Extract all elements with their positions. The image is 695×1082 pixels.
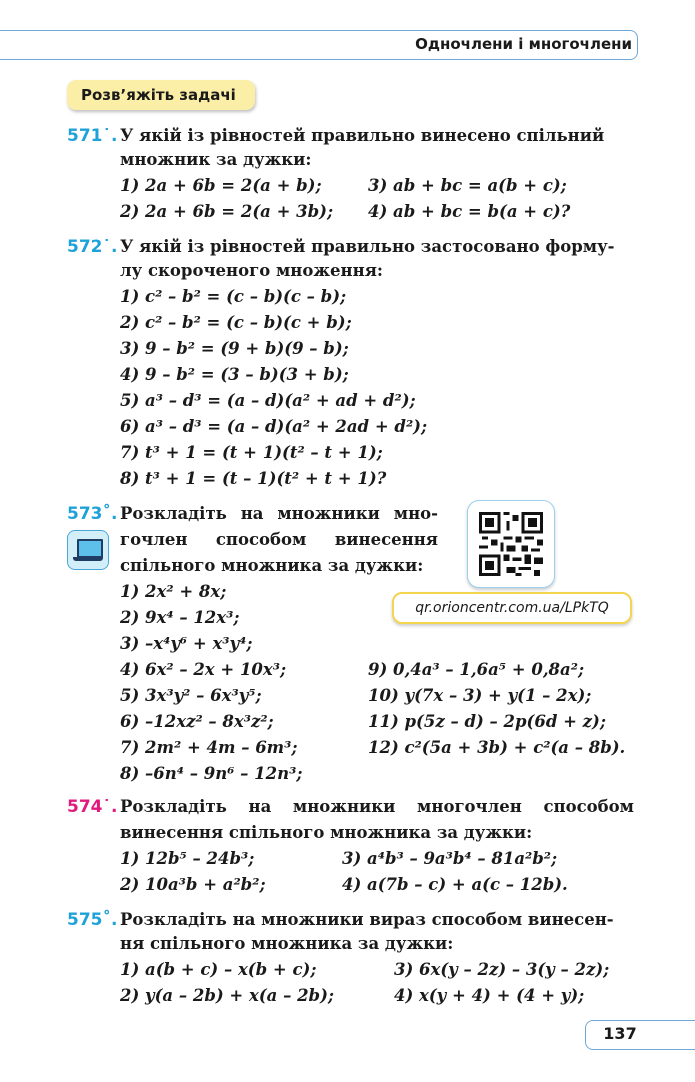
problem-574-number: 574˙.: [67, 797, 118, 817]
laptop-icon: [67, 530, 109, 570]
problem-571-item-4: 4) ab + bc = b(a + c)?: [368, 202, 571, 221]
problem-572-item-6: 6) a³ – d³ = (a – d)(a² + 2ad + d²);: [120, 417, 428, 436]
problem-575-number: 575˚.: [67, 910, 118, 930]
problem-572-item-5: 5) a³ – d³ = (a – d)(a² + ad + d²);: [120, 391, 416, 410]
problem-574-item-1: 1) 12b⁵ – 24b³;: [120, 849, 255, 868]
problem-571-number: 571˙.: [67, 126, 118, 146]
problem-575-item-1: 1) a(b + c) – x(b + c);: [120, 960, 317, 979]
qr-code-icon[interactable]: [467, 500, 555, 588]
problem-572-text-2: лу скороченого множення:: [120, 261, 383, 280]
problem-573-item-9: 9) 0,4a³ – 1,6a⁵ + 0,8a²;: [368, 660, 585, 679]
problem-575-text-1: Розкладіть на множники вираз способом винесен-: [120, 910, 614, 929]
problem-575-item-3: 3) 6x(y – 2z) – 3(y – 2z);: [394, 960, 610, 979]
problem-573-item-8: 8) –6n⁴ – 9n⁶ – 12n³;: [120, 764, 303, 783]
problem-572-item-7: 7) t³ + 1 = (t + 1)(t² – t + 1);: [120, 443, 383, 462]
problem-572-item-3: 3) 9 – b² = (9 + b)(9 – b);: [120, 339, 349, 358]
problem-571-text-2: множник за дужки:: [120, 150, 312, 169]
problem-573-item-6: 6) –12xz² – 8x³z²;: [120, 712, 274, 731]
page-number: 137: [603, 1024, 637, 1043]
problem-572-item-2: 2) c² – b² = (c – b)(c + b);: [120, 313, 352, 332]
problem-571-item-2: 2) 2a + 6b = 2(a + 3b);: [120, 202, 334, 221]
problem-573-item-2: 2) 9x⁴ – 12x³;: [120, 608, 240, 627]
problem-571-item-1: 1) 2a + 6b = 2(a + b);: [120, 176, 322, 195]
problem-573-item-7: 7) 2m² + 4m – 6m³;: [120, 738, 298, 757]
problem-573-item-4: 4) 6x² – 2x + 10x³;: [120, 660, 287, 679]
problem-574-item-4: 4) a(7b – c) + a(c – 12b).: [342, 875, 568, 894]
problem-575-text-2: ня спільного множника за дужки:: [120, 934, 454, 953]
problem-573-item-1: 1) 2x² + 8x;: [120, 582, 227, 601]
chapter-title: Одночлени і многочлени: [415, 35, 632, 53]
qr-link[interactable]: qr.orioncentr.com.ua/LPkTQ: [392, 592, 632, 624]
problem-571-text-1: У якій із рівностей правильно винесено спільний: [120, 126, 605, 145]
problem-573-item-10: 10) y(7x – 3) + y(1 – 2x);: [368, 686, 592, 705]
problem-573-item-3: 3) –x⁴y⁶ + x³y⁴;: [120, 634, 253, 653]
problem-572-item-1: 1) c² – b² = (c – b)(c – b);: [120, 287, 347, 306]
problem-574-item-2: 2) 10a³b + a²b²;: [120, 875, 266, 894]
problem-573-text-2: гочлен способом винесення: [120, 530, 438, 549]
problem-572-item-4: 4) 9 – b² = (3 – b)(3 + b);: [120, 365, 349, 384]
problem-574-text-1: Розкладіть на множники многочлен способом: [120, 797, 634, 816]
problem-573-item-12: 12) c²(5a + 3b) + c²(a – 8b).: [368, 738, 626, 757]
problem-573-text-3: спільного множника за дужки:: [120, 556, 424, 575]
problem-572-item-8: 8) t³ + 1 = (t – 1)(t² + t + 1)?: [120, 469, 387, 488]
problem-573-item-11: 11) p(5z – d) – 2p(6d + z);: [368, 712, 606, 731]
problem-573-number: 573˚.: [67, 504, 118, 524]
problem-572-text-1: У якій із рівностей правильно застосовано форму-: [120, 237, 615, 256]
problem-575-item-2: 2) y(a – 2b) + x(a – 2b);: [120, 986, 334, 1005]
problem-575-item-4: 4) x(y + 4) + (4 + y);: [394, 986, 585, 1005]
problem-573-item-5: 5) 3x³y² – 6x³y⁵;: [120, 686, 262, 705]
problem-574-text-2: винесення спільного множника за дужки:: [120, 823, 533, 842]
problem-574-item-3: 3) a⁴b³ – 9a³b⁴ – 81a²b²;: [342, 849, 558, 868]
problem-571-item-3: 3) ab + bc = a(b + c);: [368, 176, 567, 195]
problem-573-text-1: Розкладіть на множники мно-: [120, 504, 438, 523]
problem-572-number: 572˙.: [67, 237, 118, 257]
section-tag: Розв’яжіть задачі: [67, 80, 255, 110]
